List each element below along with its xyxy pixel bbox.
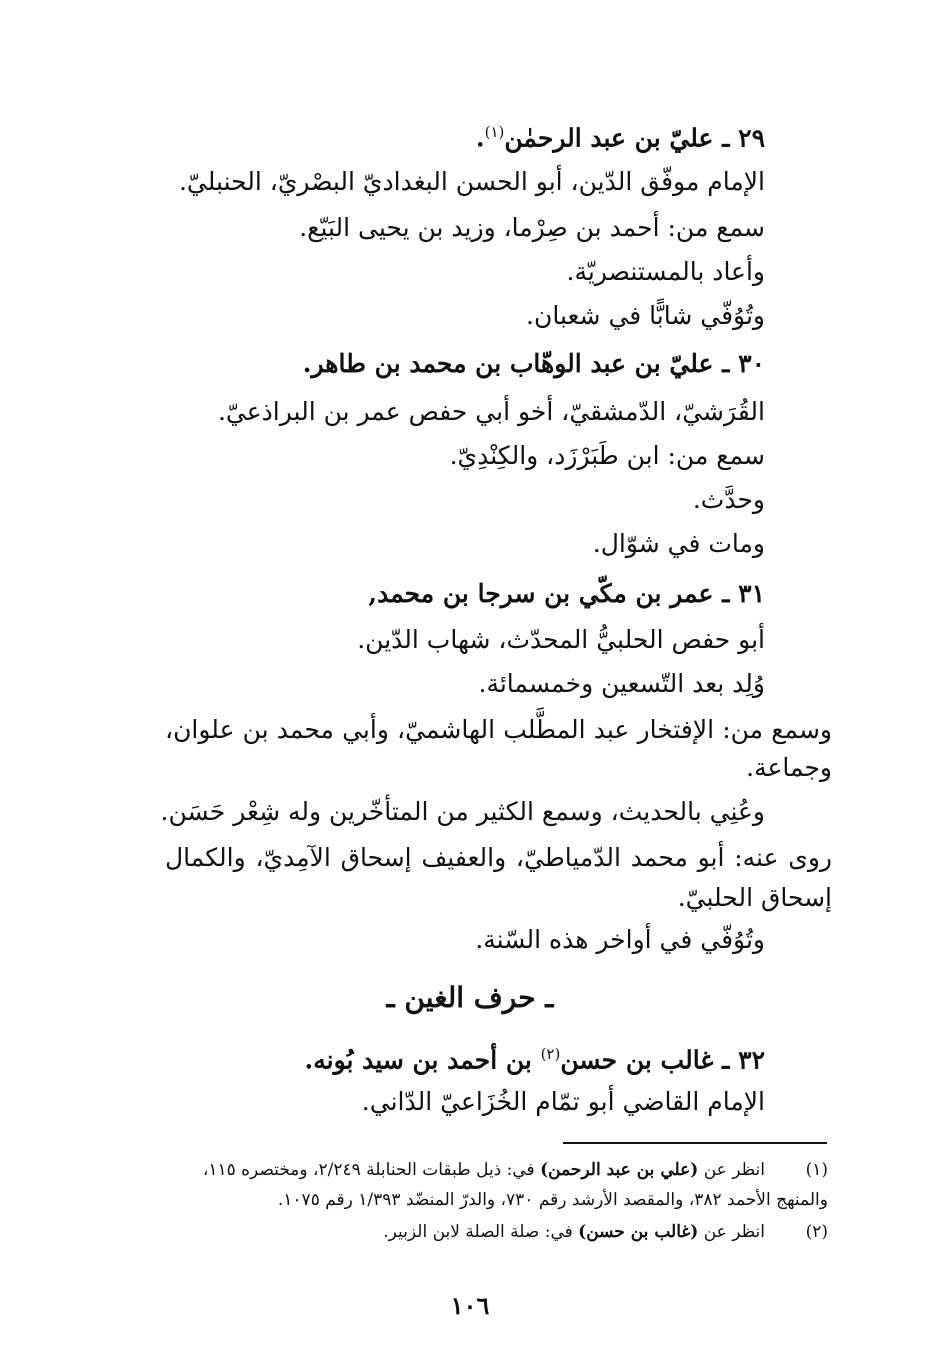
- entry-29-heading: [476, 112, 765, 158]
- entry-number: ٣٢ ـ: [722, 1045, 765, 1075]
- entry-31-line: روى عنه: أبو محمد الدّمياطيّ، والعفيف إسحاق الآمِديّ، والكمال: [165, 843, 832, 872]
- heading-end: .: [302, 349, 312, 378]
- entry-32-heading: [305, 1034, 766, 1080]
- entry-31-line: أبو حفص الحلبيُّ المحدّث، شهاب الدّين.: [357, 625, 765, 654]
- entry-name: عليّ بن عبد الرحمٰن: [504, 123, 714, 153]
- entry-31-line: وتُوُفّي في أواخر هذه السّنة.: [475, 925, 765, 954]
- entry-name-continued: بن أحمد بن سيد بُونه: [313, 1045, 532, 1075]
- footnote-2-line-1: [383, 1218, 765, 1246]
- entry-31-line: وعُنِي بالحديث، وسمع الكثير من المتأخّرين وله شِعْر حَسَن.: [160, 797, 765, 826]
- entry-number: ٣٠ ـ: [722, 349, 765, 378]
- entry-30-line: ومات في شوّال.: [592, 529, 765, 558]
- entry-name: غالب بن حسن: [560, 1045, 714, 1075]
- footnote-ref: (١): [484, 123, 505, 141]
- entry-31-line: وُلِد بعد التّسعين وخمسمائة.: [478, 669, 765, 698]
- entry-30-heading: [303, 344, 765, 384]
- footnote-text: في: ذيل طبقات الحنابلة ٢/٢٤٩، ومختصره ١١٥،: [202, 1160, 535, 1180]
- entry-number: ٢٩ ـ: [722, 123, 765, 153]
- entry-31-heading: [368, 574, 765, 614]
- entry-name: عمر بن مكّي بن سرجا بن محمد: [377, 579, 714, 608]
- footnote-intro: انظر عن: [703, 1222, 765, 1242]
- heading-end: .: [304, 1045, 314, 1075]
- page-number: ١٠٦: [450, 1291, 490, 1320]
- footnote-divider: [563, 1142, 827, 1144]
- entry-30-line: القُرَشيّ، الدّمشقيّ، أخو أبي حفص عمر بن البراذعيّ.: [217, 397, 765, 426]
- entry-30-line: سمع من: ابن طَبَرْزَد، والكِنْدِيّ.: [449, 441, 765, 470]
- footnote-marker: (٢): [805, 1222, 828, 1242]
- entry-29-line: الإمام موفّق الدّين، أبو الحسن البغداديّ البصْريّ، الحنبليّ.: [178, 167, 765, 196]
- entry-name: عليّ بن عبد الوهّاب بن محمد بن طاهر: [311, 349, 714, 378]
- entry-number: ٣١ ـ: [722, 579, 765, 608]
- entry-32-line: الإمام القاضي أبو تمّام الخُزَاعيّ الدّاني.: [361, 1087, 765, 1116]
- footnote-marker: (١): [805, 1160, 828, 1180]
- footnote-ref: (٢): [540, 1045, 561, 1063]
- entry-31-line: وسمع من: الإفتخار عبد المطَّلب الهاشميّ، وأبي محمد بن علوان،: [165, 715, 832, 744]
- footnote-1-line-1: [203, 1156, 765, 1184]
- footnote-subject: (غالب بن حسن): [578, 1222, 699, 1242]
- heading-end: ,: [368, 579, 378, 608]
- footnote-intro: انظر عن: [703, 1160, 765, 1180]
- entry-29-line: وأعاد بالمستنصريّة.: [566, 257, 765, 286]
- entry-30-line: وحدَّث.: [692, 485, 765, 514]
- entry-29-line: سمع من: أحمد بن صِرْما، وزيد بن يحيى البَيّع.: [299, 213, 765, 242]
- section-title: ـ حرف الغين ـ: [386, 981, 554, 1014]
- footnote-text: في: صلة الصلة لابن الزبير.: [383, 1222, 573, 1242]
- footnote-subject: (علي بن عبد الرحمن): [540, 1160, 699, 1180]
- heading-end: .: [475, 123, 485, 153]
- footnote-1-line-2: والمنهج الأحمد ٣٨٢، والمقصد الأرشد رقم ٧٣٠، والدرّ المنضّد ١/٣٩٣ رقم ١٠٧٥.: [277, 1190, 828, 1210]
- entry-31-line: إسحاق الحلبيّ.: [677, 883, 832, 912]
- entry-29-line: وتُوُفّي شابًّا في شعبان.: [526, 301, 765, 330]
- entry-31-line: وجماعة.: [746, 753, 832, 782]
